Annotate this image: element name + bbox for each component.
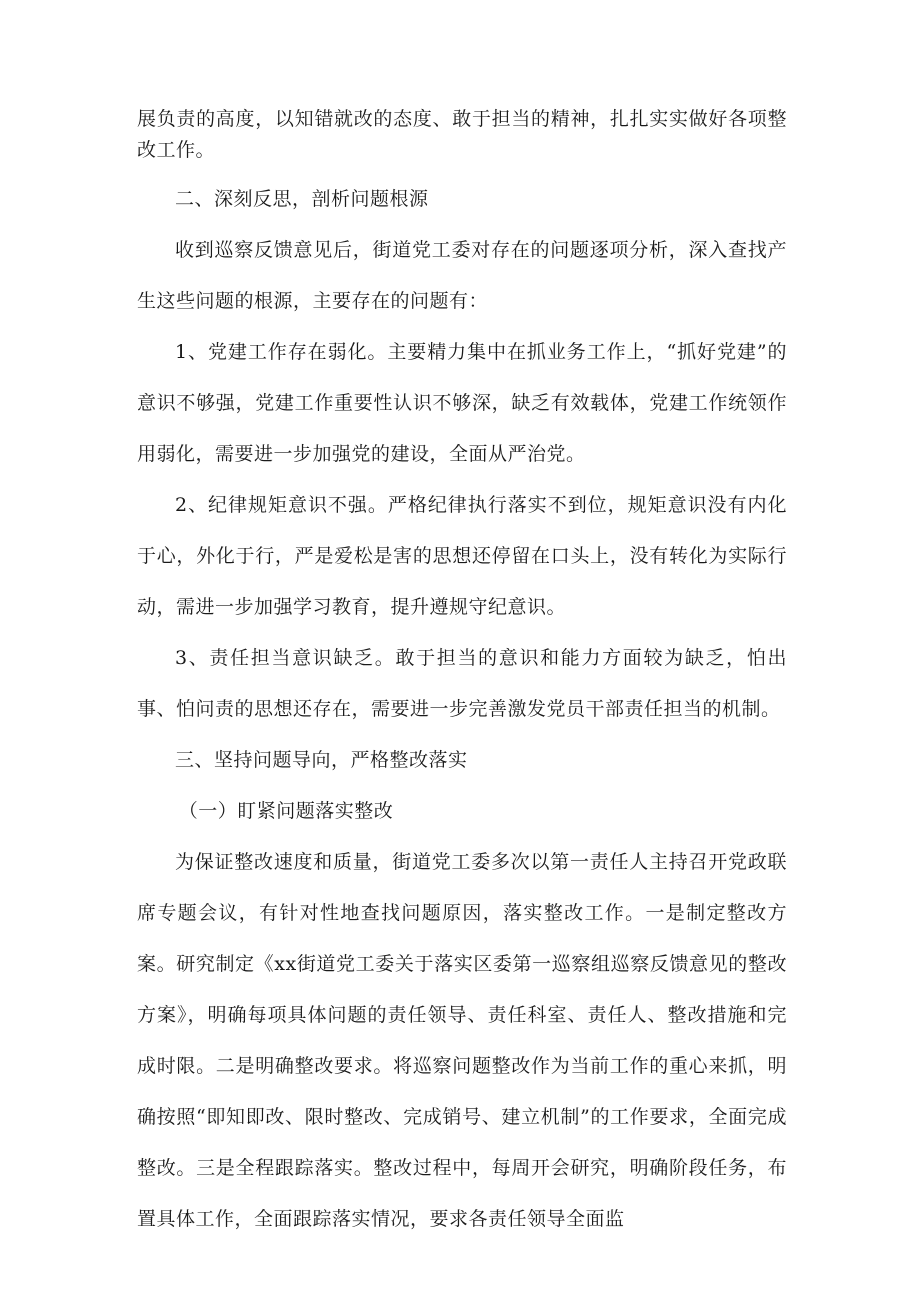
paragraph-intro: 收到巡察反馈意见后，街道党工委对存在的问题逐项分析，深入查找产生这些问题的根源，主要存在的问题有： [137, 239, 787, 312]
spacer [137, 166, 787, 174]
paragraph-item-1: 1、党建工作存在弱化。主要精力集中在抓业务工作上，“抓好党建”的意识不够强，党建工作重要性认识不够深，缺乏有效载体，党建工作统领作用弱化，需要进一步加强党的建设，全面从严治党。 [137, 341, 787, 465]
paragraph-item-3: 3、责任担当意识缺乏。敢于担当的意识和能力方面较为缺乏，怕出事、怕问责的思想还存在，需要进一步完善激发党员干部责任担当的机制。 [137, 647, 787, 720]
document-body [137, 104, 787, 1245]
subsection-heading-1: （一）盯紧问题落实整改 [178, 800, 394, 822]
paragraph-rectification: 为保证整改速度和质量，街道党工委多次以第一责任人主持召开党政联席专题会议，有针对性地查找问题原因，落实整改工作。一是制定整改方案。研究制定《xx街道党工委关于落实区委第一巡察组巡察反馈意见的整改方案》，明确每项具体问题的责任领导、责任科室、责任人、整改措施和完成时限。二是明确整改要求。将巡察问题整改作为当前工作的重心来抓，明确按照“即知即改、限时整改、完成销号、建立机制”的工作要求，全面完成整改。三是全程跟踪落实。整改过程中，每周开会研究，明确阶段任务，布置具体工作，全面跟踪落实情况，要求各责任领导全面监 [137, 851, 787, 1230]
section-heading-3: 三、坚持问题导向，严格整改落实 [175, 749, 468, 771]
paragraph-item-2: 2、纪律规矩意识不强。严格纪律执行落实不到位，规矩意识没有内化于心，外化于行，严是爱松是害的思想还停留在口头上，没有转化为实际行动，需进一步加强学习教育，提升遵规守纪意识。 [137, 494, 787, 618]
section-heading-2: 二、深刻反思，剖析问题根源 [175, 188, 429, 210]
paragraph-continuation: 展负责的高度，以知错就改的态度、敢于担当的精神，扎扎实实做好各项整改工作。 [137, 108, 787, 161]
